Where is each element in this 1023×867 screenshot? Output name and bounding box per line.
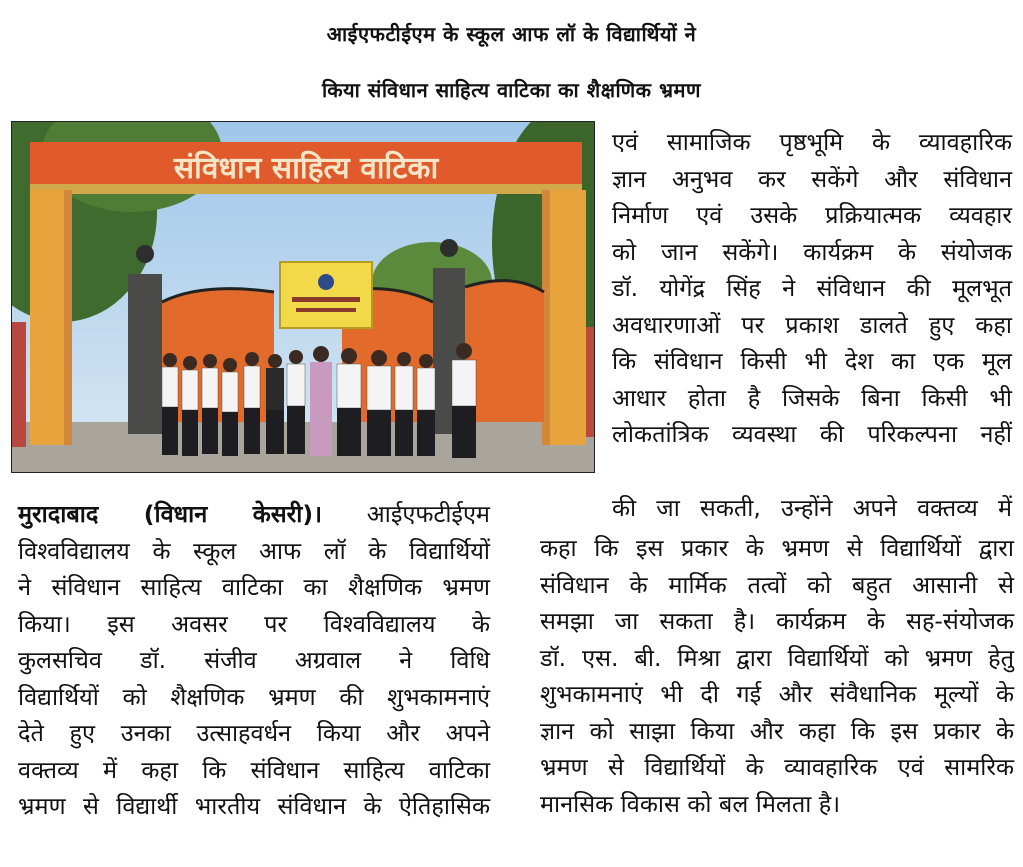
- photo-illustration: [12, 122, 594, 472]
- text-line: ने संविधान साहित्य वाटिका का शैक्षणिक भ्रमण: [18, 573, 490, 601]
- text-line: को जान सकेंगे। कार्यक्रम के संयोजक: [612, 237, 1012, 266]
- text-line: समझा जा सकता है। कार्यक्रम के सह-संयोजक: [540, 607, 1014, 635]
- text-line: लोकतांत्रिक व्यवस्था की परिकल्पना नहीं: [612, 420, 1012, 448]
- column-right-bottom: [540, 530, 1014, 822]
- text-line: [18, 496, 490, 533]
- news-photo: [11, 121, 595, 473]
- text-line: देते हुए उनका उत्साहवर्धन किया और अपने: [18, 719, 490, 747]
- text-line: संविधान के मार्मिक तत्वों को बहुत आसानी से: [540, 570, 1014, 599]
- text-line: वक्तव्य में कहा कि संविधान साहित्य वाटिका: [18, 755, 490, 784]
- text-line: एवं सामाजिक पृष्ठभूमि के व्यावहारिक: [612, 128, 1012, 156]
- text-run: आईएफटीईएम: [322, 500, 490, 528]
- text-line: कुलसचिव डॉ. संजीव अग्रवाल ने विधि: [18, 646, 490, 674]
- text-line: आधार होता है जिसके बिना किसी भी: [612, 383, 1012, 412]
- headline: [0, 6, 1023, 118]
- text-line: ज्ञान को साझा किया और कहा कि इस प्रकार के: [540, 716, 1014, 745]
- headline-line-2: किया संविधान साहित्य वाटिका का शैक्षणिक भ्रमण: [322, 78, 701, 102]
- text-line: विश्वविद्यालय के स्कूल आफ लॉ के विद्यार्थियों: [18, 536, 490, 565]
- dateline: मुरादाबाद (विधान केसरी)।: [18, 500, 323, 528]
- text-line: की जा सकती, उन्होंने अपने वक्तव्य में: [612, 494, 1012, 522]
- text-line: शुभकामनाएं भी दी गई और संवैधानिक मूल्यों के: [540, 680, 1014, 708]
- text-line: मानसिक विकास को बल मिलता है।: [540, 789, 841, 818]
- text-line: अवधारणाओं पर प्रकाश डालते हुए कहा: [612, 310, 1012, 339]
- text-line: भ्रमण से विद्यार्थियों के व्यावहारिक एवं सामरिक: [540, 753, 1014, 781]
- text-line: डॉ. योगेंद्र सिंह ने संविधान की मूलभूत: [612, 274, 1012, 302]
- column-right-top: [612, 124, 1012, 453]
- text-line: किया। इस अवसर पर विश्वविद्यालय के: [18, 609, 490, 638]
- text-line: कि संविधान किसी भी देश का एक मूल: [612, 347, 1012, 375]
- text-line: निर्माण एवं उसके प्रक्रियात्मक व्यवहार: [612, 201, 1012, 229]
- text-line: ज्ञान अनुभव कर सकेंगे और संविधान: [612, 164, 1012, 193]
- column-right-transition: [612, 490, 1012, 527]
- text-line: डॉ. एस. बी. मिश्रा द्वारा विद्यार्थियों को भ्रमण हेतु: [540, 643, 1014, 672]
- text-line: भ्रमण से विद्यार्थी भारतीय संविधान के ऐतिहासिक: [18, 792, 490, 820]
- text-line: कहा कि इस प्रकार के भ्रमण से विद्यार्थियों द्वारा: [540, 534, 1014, 562]
- text-line: विद्यार्थियों को शैक्षणिक भ्रमण की शुभकामनाएं: [18, 682, 490, 711]
- column-left: [18, 496, 490, 825]
- headline-line-1: आईएफटीईएम के स्कूल आफ लॉ के विद्यार्थियों ने: [326, 22, 697, 46]
- gate-sign-text: संविधान साहित्य वाटिका: [173, 151, 439, 186]
